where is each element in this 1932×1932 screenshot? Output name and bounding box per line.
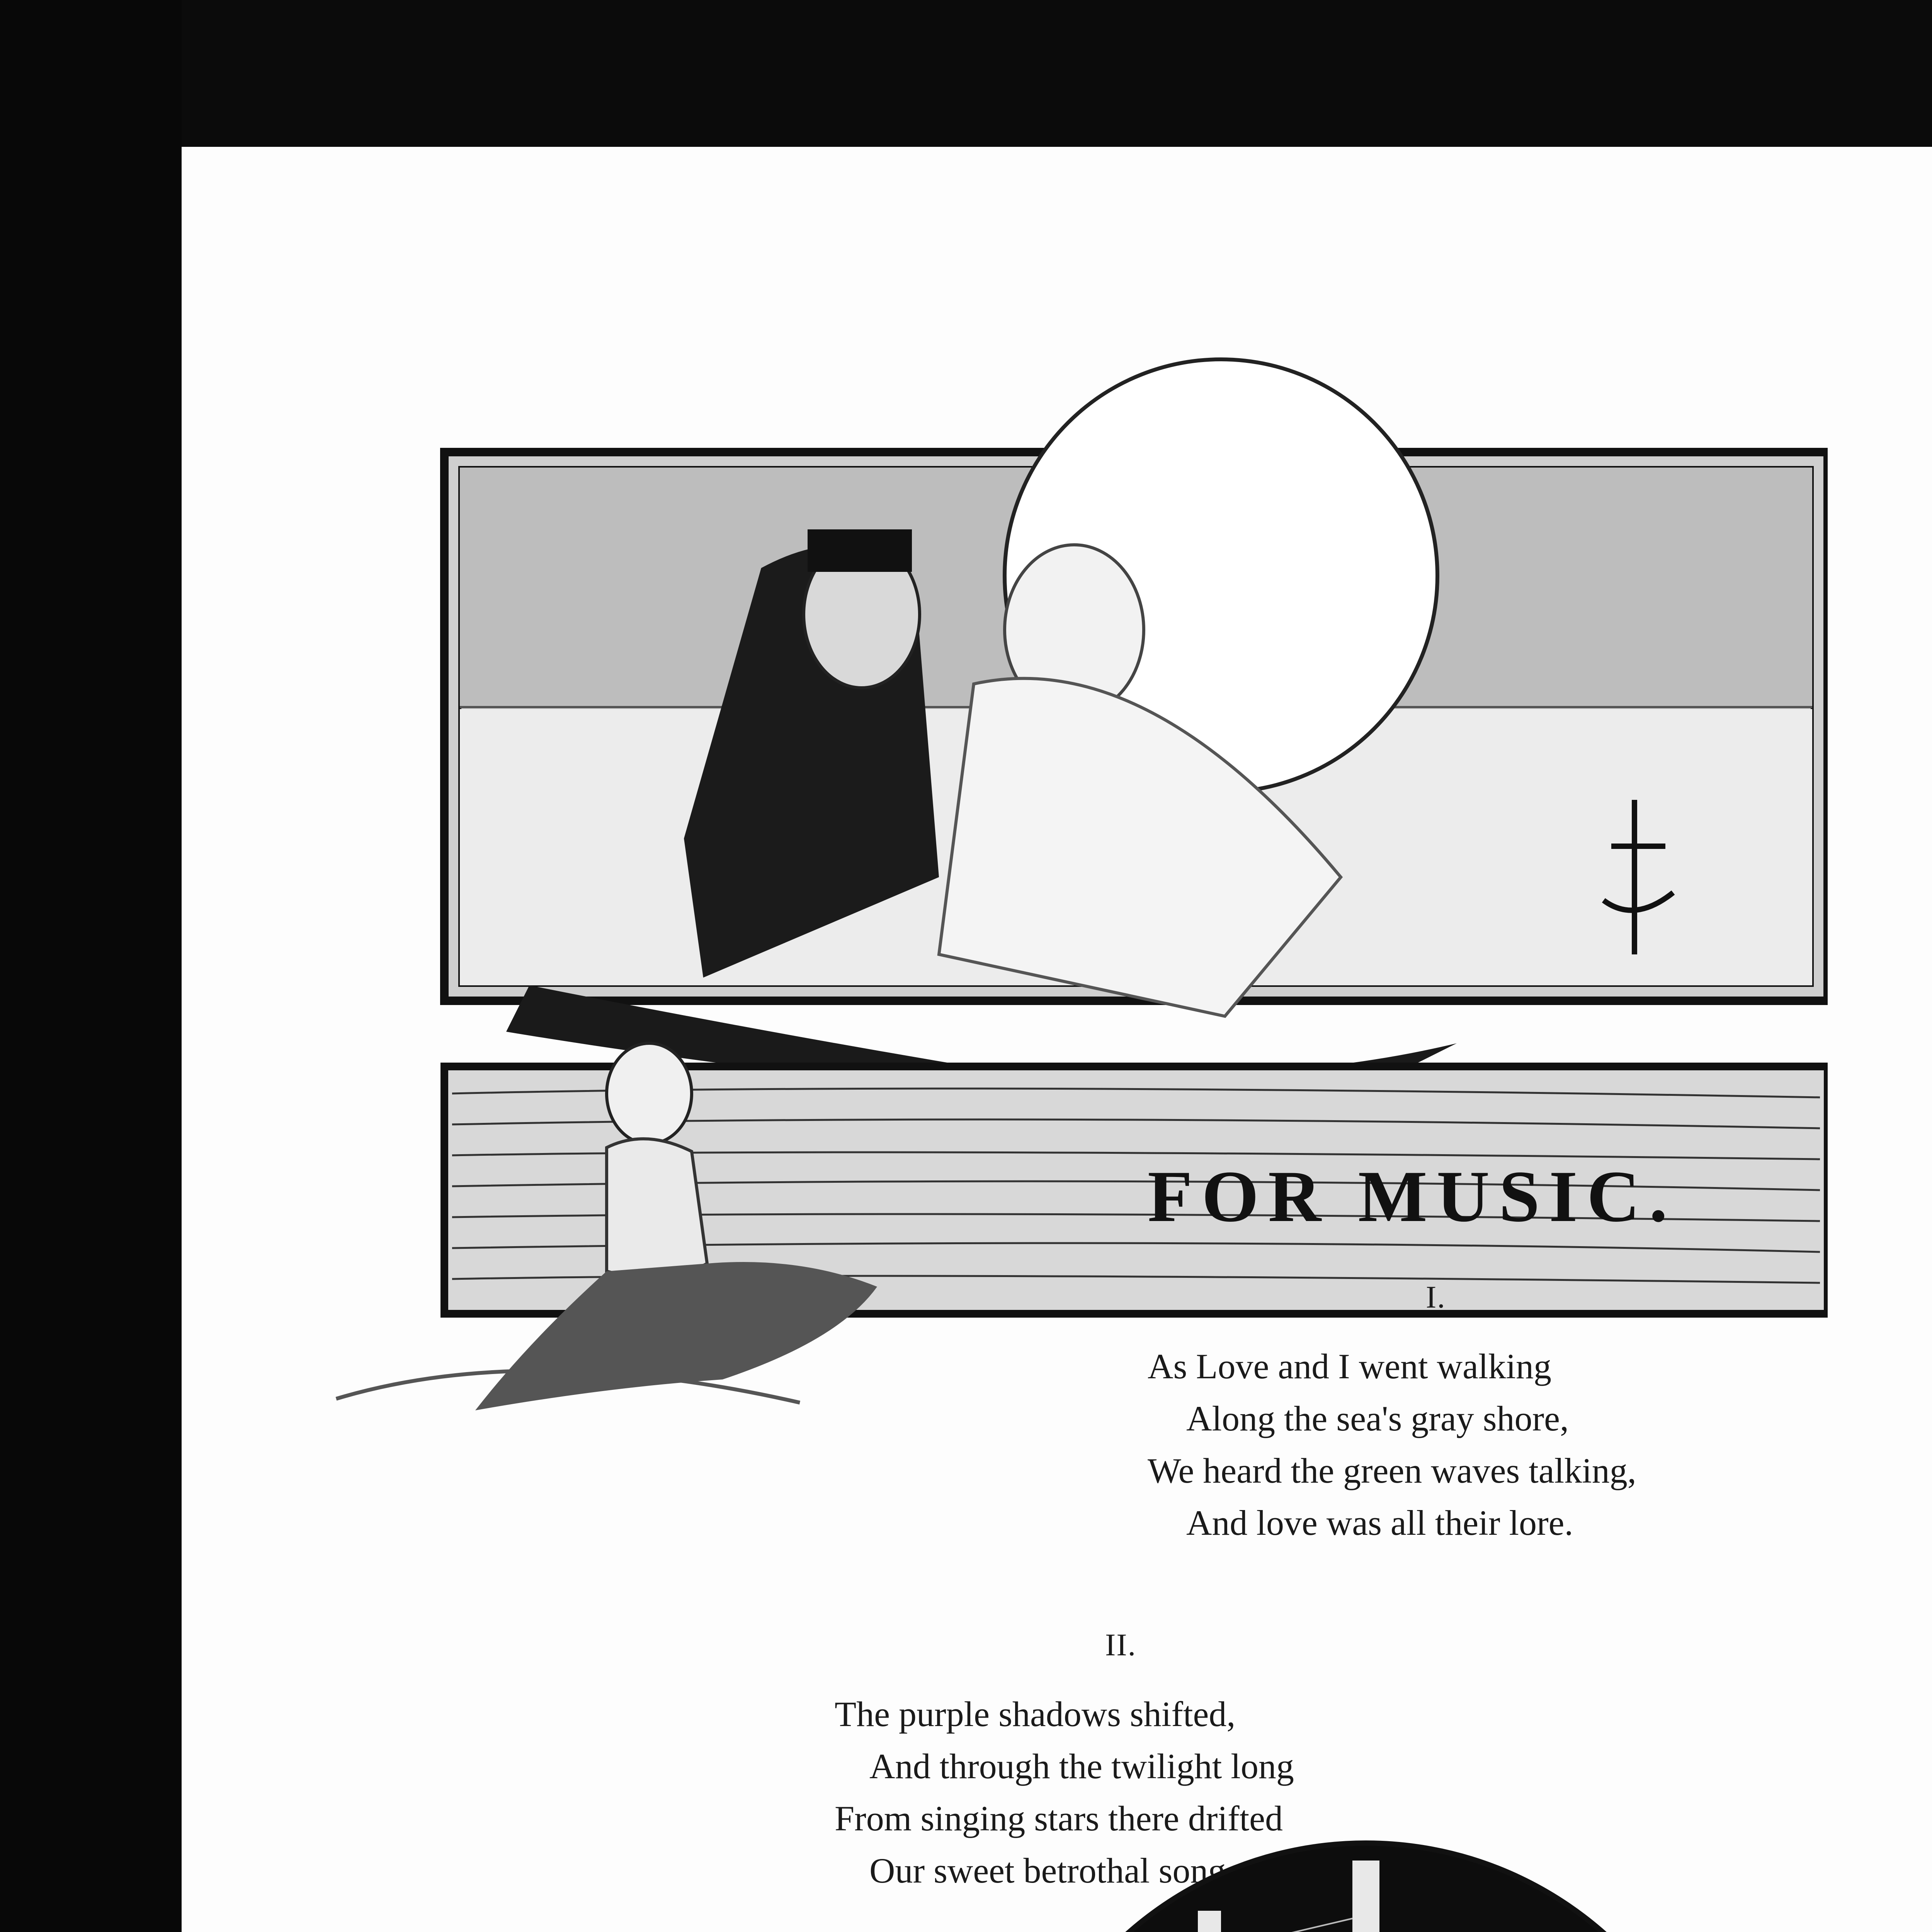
poem-line: Along the sea's gray shore, bbox=[1186, 1399, 1569, 1438]
poem-line: And love was all their lore. bbox=[1186, 1503, 1573, 1543]
poem-line: As Love and I went walking bbox=[1148, 1347, 1551, 1386]
cupid-with-lyre-medallion bbox=[981, 1826, 1750, 1932]
poem-line: And through the twilight long bbox=[869, 1747, 1294, 1786]
poem-title: FOR MUSIC. bbox=[1148, 1156, 1677, 1237]
stanza-numeral: I. bbox=[1426, 1279, 1446, 1315]
stanza-numeral: II. bbox=[1105, 1627, 1137, 1662]
poem-line: The purple shadows shifted, bbox=[835, 1694, 1236, 1734]
scan-dark-edge bbox=[0, 0, 182, 1932]
poem-line: We heard the green waves talking, bbox=[1148, 1451, 1636, 1490]
poem-line: Our sweet betrothal song bbox=[869, 1851, 1226, 1890]
sea-lovers-mermaid-illustration bbox=[259, 298, 1828, 1410]
poem-line: From singing stars there drifted bbox=[835, 1799, 1283, 1838]
